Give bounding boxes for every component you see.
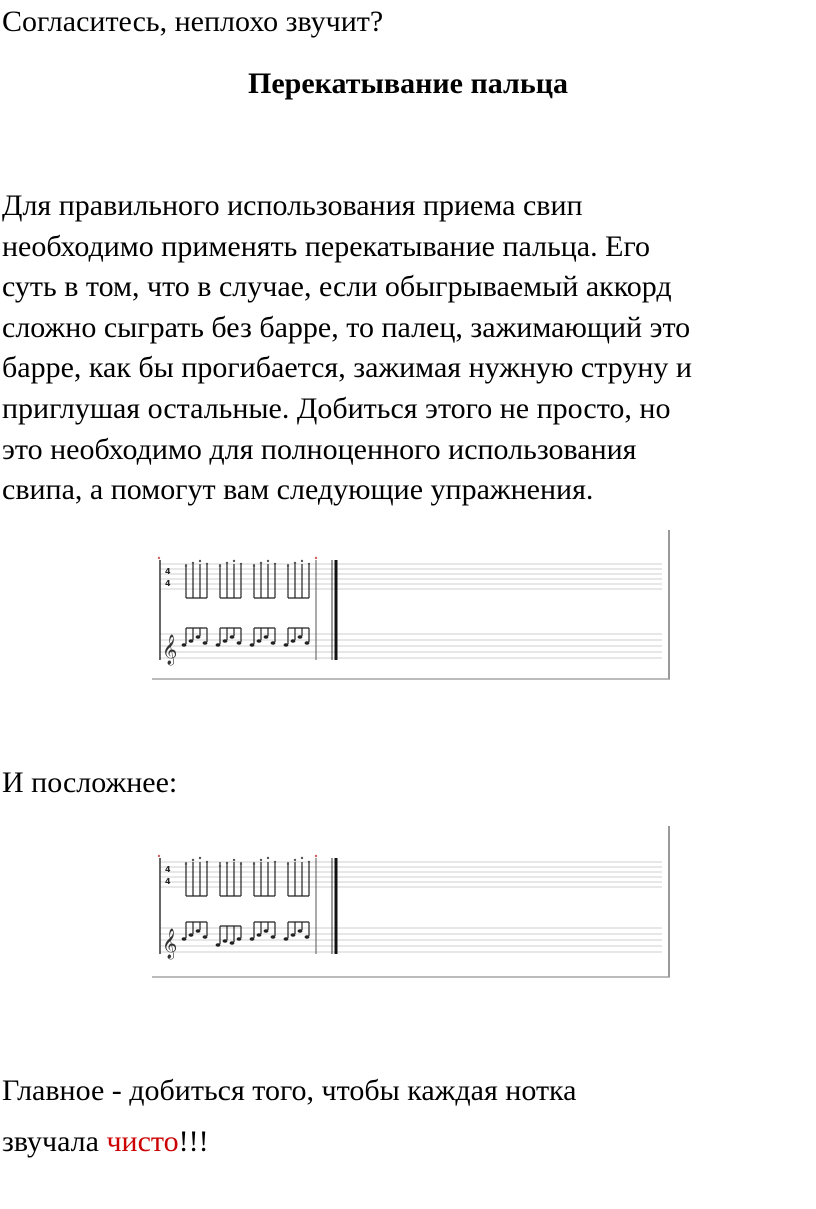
body-paragraph [2,186,816,511]
paragraph-line: необходимо применять перекатывание пальца. Его [2,229,651,263]
music-notation-image [152,822,672,982]
paragraph-line: это необходимо для полноценного использования [2,432,637,466]
highlighted-word: чисто [106,1125,179,1158]
notation-figure-2 [152,822,672,982]
notation-figure-1 [152,524,672,684]
closing-text: звучала [2,1125,107,1158]
music-notation-image [152,524,672,684]
time-signature-bottom: 4 [165,877,171,886]
time-signature-bottom: 4 [165,579,171,588]
paragraph-line: свипа, а помогут вам следующие упражнения. [2,473,594,507]
paragraph-line: сложно сыграть без барре, то палец, зажимающий это [2,310,691,344]
paragraph-line: Для правильного использования приема свип [2,189,583,222]
intro-line: Согласитесь, неплохо звучит? [2,5,384,38]
paragraph-line: приглушая остальные. Добиться этого не просто, но [2,391,671,425]
closing-line-1: Главное - добиться того, чтобы каждая нотка [2,1074,577,1107]
section-heading: Перекатывание пальца [248,67,568,100]
treble-clef-icon: 𝄞 [162,929,178,959]
paragraph-line: барре, как бы прогибается, зажимая нужную струну и [2,351,692,385]
treble-clef-icon: 𝄞 [162,635,178,665]
closing-line-2 [2,1122,209,1162]
exclamation-marks: !!! [178,1125,209,1158]
time-signature-top: 4 [165,567,171,576]
paragraph-line: суть в том, что в случае, если обыгрываемый аккорд [2,270,672,304]
harder-exercise-label: И посложнее: [2,766,178,799]
time-signature-top: 4 [165,865,171,874]
